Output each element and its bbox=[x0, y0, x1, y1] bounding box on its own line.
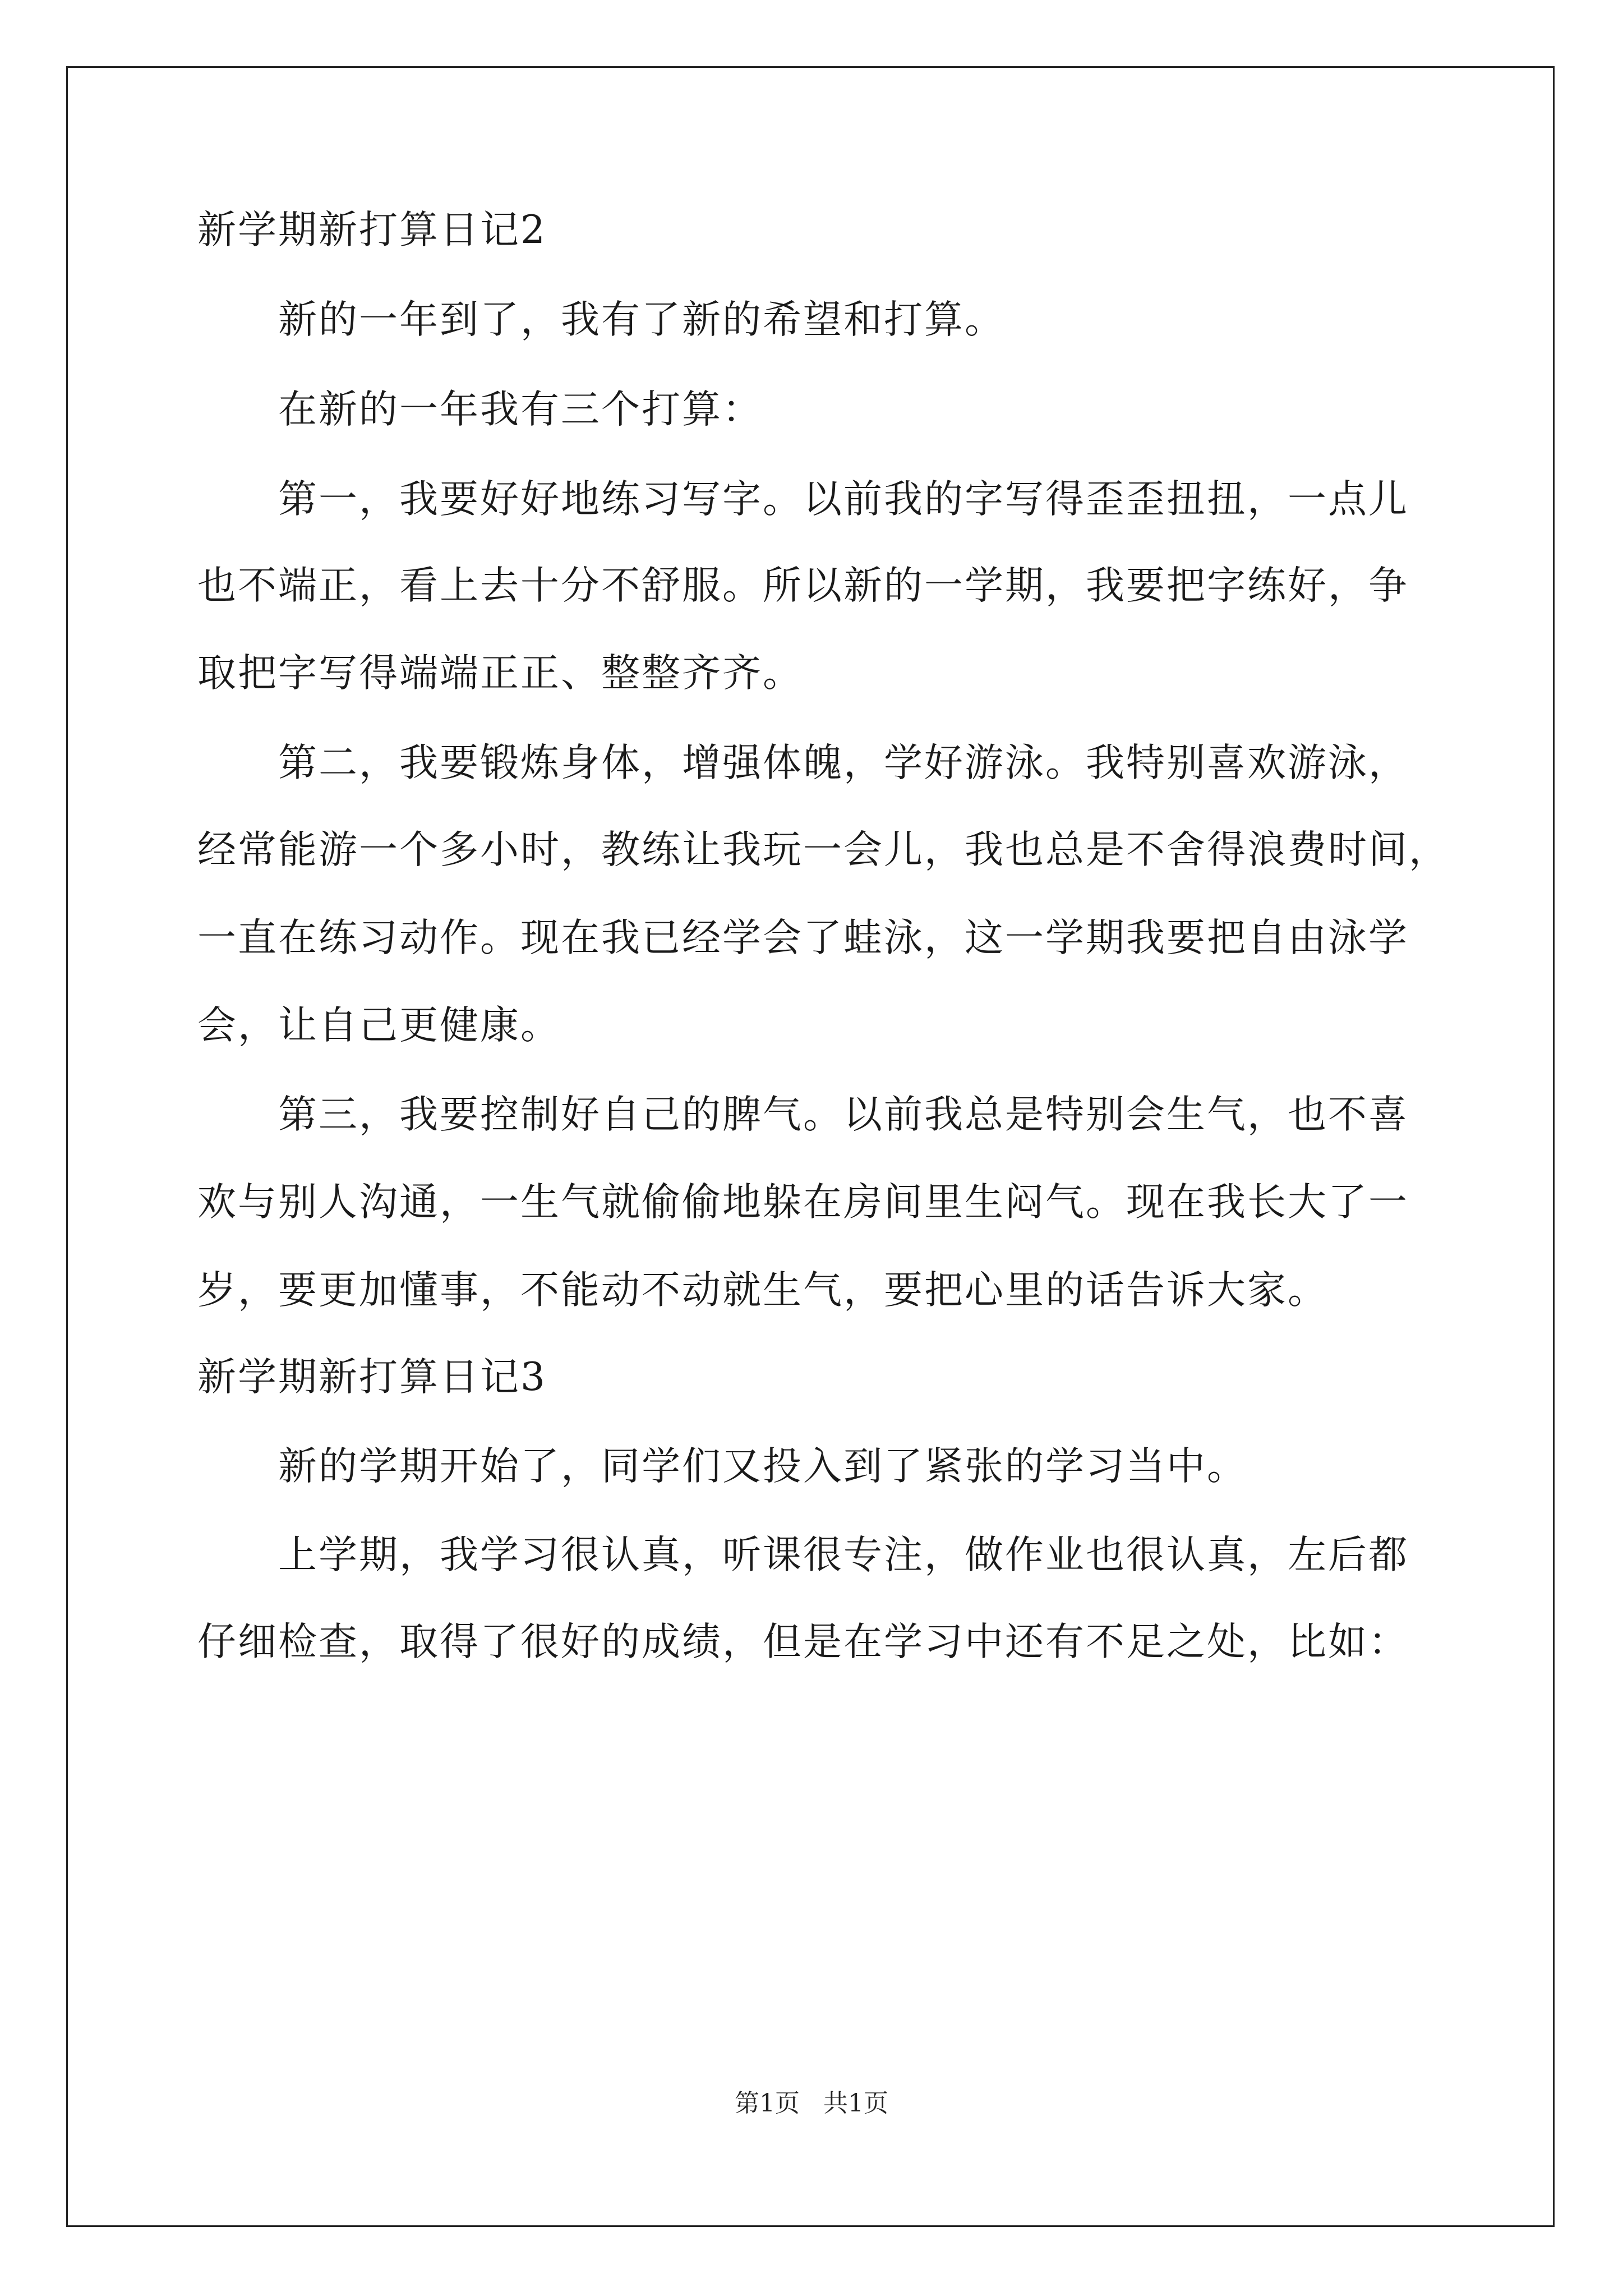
paragraph-line: 也不端正，看上去十分不舒服。所以新的一学期，我要把字练好，争 bbox=[197, 563, 1409, 608]
paragraph-line: 第一，我要好好地练习写字。以前我的字写得歪歪扭扭，一点儿 bbox=[278, 477, 1409, 522]
paragraph-line: 第三，我要控制好自己的脾气。以前我总是特别会生气，也不喜 bbox=[278, 1092, 1409, 1137]
paragraph-line: 经常能游一个多小时，教练让我玩一会儿，我也总是不舍得浪费时间， bbox=[197, 827, 1449, 872]
paragraph-line: 欢与别人沟通，一生气就偷偷地躲在房间里生闷气。现在我长大了一 bbox=[197, 1180, 1409, 1225]
paragraph-line: 仔细检查，取得了很好的成绩，但是在学习中还有不足之处，比如： bbox=[197, 1619, 1409, 1664]
paragraph-line: 会，让自己更健康。 bbox=[197, 1003, 561, 1048]
page-footer: 第1页 共1页 bbox=[735, 2089, 888, 2118]
paragraph-line: 第二，我要锻炼身体，增强体魄，学好游泳。我特别喜欢游泳， bbox=[278, 740, 1409, 785]
paragraph-line: 取把字写得端端正正、整整齐齐。 bbox=[197, 651, 803, 696]
section-title: 新学期新打算日记3 bbox=[197, 1355, 547, 1400]
paragraph-line: 新的一年到了，我有了新的希望和打算。 bbox=[278, 297, 1005, 342]
paragraph-line: 岁，要更加懂事，不能动不动就生气，要把心里的话告诉大家。 bbox=[197, 1268, 1328, 1313]
paragraph-line: 新的学期开始了，同学们又投入到了紧张的学习当中。 bbox=[278, 1444, 1247, 1489]
paragraph-line: 在新的一年我有三个打算： bbox=[278, 387, 763, 432]
paragraph-line: 上学期，我学习很认真，听课很专注，做作业也很认真，左后都 bbox=[278, 1533, 1409, 1577]
paragraph-line: 一直在练习动作。现在我已经学会了蛙泳，这一学期我要把自由泳学 bbox=[197, 915, 1409, 960]
section-title: 新学期新打算日记2 bbox=[197, 208, 547, 252]
